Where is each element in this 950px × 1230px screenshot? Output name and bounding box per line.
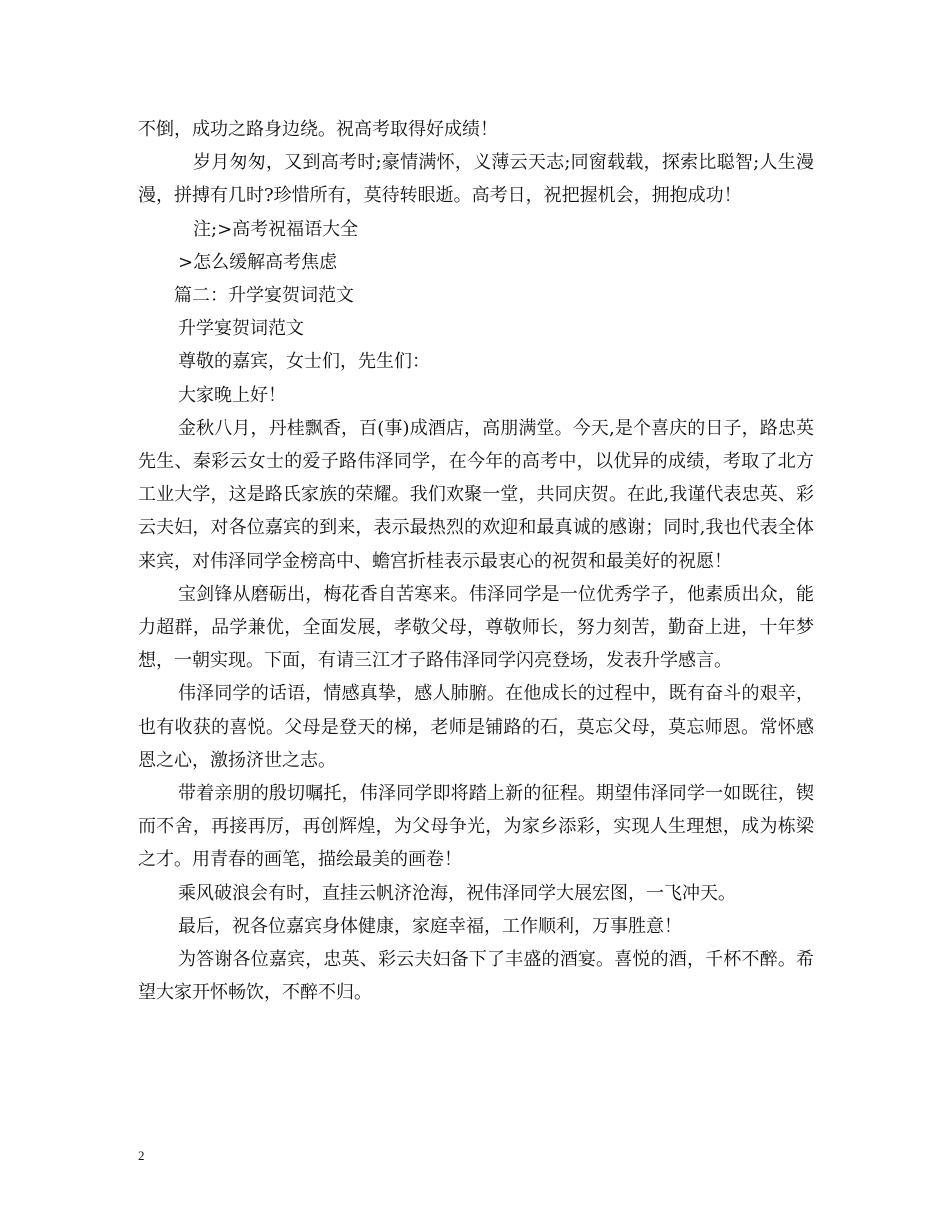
paragraph-2: 岁月匆匆，又到高考时;豪情满怀，义薄云天志;同窗载载，探索比聪智;人生漫漫，拼搏有几时?珍惜所有，莫待转眼逝。高考日，祝把握机会，拥抱成功！ [138,152,814,207]
paragraph-10: 宝剑锋从磨砺出，梅花香自苦寒来。伟泽同学是一位优秀学子，他素质出众，能力超群，品学兼优，全面发展，孝敬父母，尊敬师长，努力刻苦，勤奋上进，十年梦想，一朝实现。下面，有请三江才子路伟泽同学闪亮登场，发表升学感言。 [138,583,814,672]
salutation: 尊敬的嘉宾，女士们，先生们： [178,351,430,373]
paragraph-13: 乘风破浪会有时，直挂云帆济沧海，祝伟泽同学大展宏图，一飞冲天。 [178,882,736,904]
paragraph-9: 金秋八月，丹桂飘香，百(事)成酒店，高朋满堂。今天,是个喜庆的日子，路忠英先生、秦彩云女士的爱子路伟泽同学，在今年的高考中，以优异的成绩，考取了北方工业大学，这是路氏家族的荣耀。我们欢聚一堂，共同庆贺。在此,我谨代表忠英、彩云夫妇，对各位嘉宾的到来，表示最热烈的欢迎和最真诚的感谢；同时,我也代表全体来宾，对伟泽同学金榜高中、蟾宫折桂表示最衷心的祝贺和最美好的祝愿！ [138,417,814,572]
paragraph-3: 注;>高考祝福语大全 [193,218,359,240]
paragraph-15: 为答谢各位嘉宾，忠英、彩云夫妇备下了丰盛的酒宴。喜悦的酒，千杯不醉。希望大家开怀畅饮，不醉不归。 [138,949,814,1004]
paragraph-11: 伟泽同学的话语，情感真挚，感人肺腑。在他成长的过程中，既有奋斗的艰辛，也有收获的喜悦。父母是登天的梯，老师是铺路的石，莫忘父母，莫忘师恩。常怀感恩之心，激扬济世之志。 [138,683,814,771]
document-title: 升学宴贺词范文 [178,318,304,340]
page-number: 2 [138,1148,145,1163]
paragraph-12: 带着亲朋的殷切嘱托，伟泽同学即将踏上新的征程。期望伟泽同学一如既往，锲而不舍，再接再厉，再创辉煌，为父母争光，为家乡添彩，实现人生理想，成为栋梁之才。用青春的画笔，描绘最美的画卷！ [138,783,814,871]
paragraph-1: 不倒，成功之路身边绕。祝高考取得好成绩！ [138,119,498,140]
greeting: 大家晚上好！ [178,384,286,406]
section-heading: 篇二：升学宴贺词范文 [174,285,354,307]
paragraph-4: >怎么缓解高考焦虑 [178,251,338,273]
document-body [138,113,814,1009]
paragraph-14: 最后，祝各位嘉宾身体健康，家庭幸福，工作顺利，万事胜意！ [178,915,682,937]
